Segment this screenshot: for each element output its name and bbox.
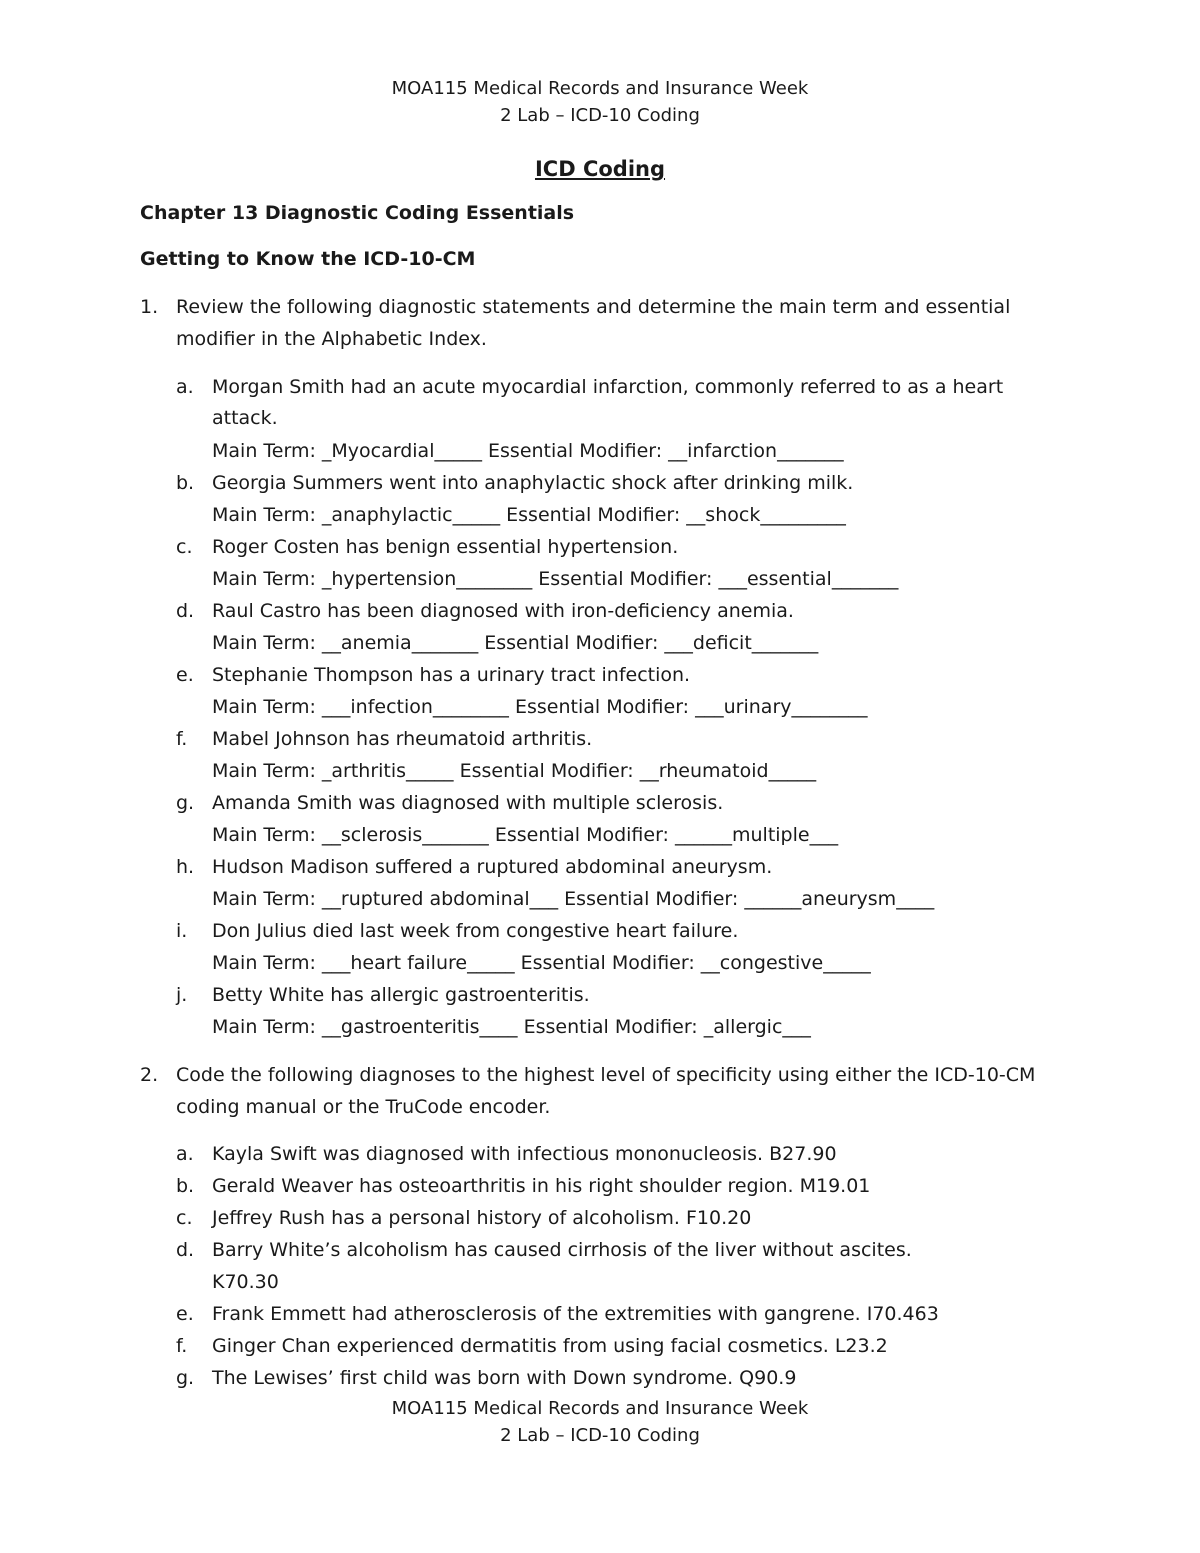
item-letter: c. — [176, 536, 193, 558]
section-heading: Getting to Know the ICD-10-CM — [140, 248, 476, 270]
item-statement: Raul Castro has been diagnosed with iron-deficiency anemia. — [212, 600, 794, 622]
item-statement: Georgia Summers went into anaphylactic shock after drinking milk. — [212, 472, 854, 494]
item-answer: Main Term: _hypertension________ Essential Modifier: ___essential_______ — [212, 568, 899, 590]
item-answer: Main Term: _arthritis_____ Essential Modifier: __rheumatoid_____ — [212, 760, 817, 782]
item-statement: Amanda Smith was diagnosed with multiple sclerosis. — [212, 792, 724, 814]
item-text: Ginger Chan experienced dermatitis from using facial cosmetics. L23.2 — [212, 1335, 888, 1357]
item-letter: d. — [176, 1239, 195, 1261]
question-text-line: coding manual or the TruCode encoder. — [176, 1096, 551, 1118]
item-statement: Roger Costen has benign essential hypertension. — [212, 536, 679, 558]
item-letter: e. — [176, 1303, 194, 1325]
item-answer: Main Term: ___heart failure_____ Essential Modifier: __congestive_____ — [212, 952, 871, 974]
item-letter: e. — [176, 664, 194, 686]
item-letter: b. — [176, 472, 195, 494]
item-answer: Main Term: __gastroenteritis____ Essential Modifier: _allergic___ — [212, 1016, 811, 1038]
item-letter: g. — [176, 1367, 195, 1389]
item-text: Barry White’s alcoholism has caused cirrhosis of the liver without ascites. — [212, 1239, 912, 1261]
item-statement: Don Julius died last week from congestive heart failure. — [212, 920, 739, 942]
item-letter: g. — [176, 792, 195, 814]
item-statement: Betty White has allergic gastroenteritis. — [212, 984, 590, 1006]
item-answer: Main Term: _anaphylactic_____ Essential Modifier: __shock_________ — [212, 504, 846, 526]
item-text: Kayla Swift was diagnosed with infectious mononucleosis. B27.90 — [212, 1143, 837, 1165]
item-letter: d. — [176, 600, 195, 622]
item-statement: Hudson Madison suffered a ruptured abdominal aneurysm. — [212, 856, 773, 878]
item-text: Gerald Weaver has osteoarthritis in his right shoulder region. M19.01 — [212, 1175, 871, 1197]
item-letter: a. — [176, 376, 194, 398]
page-title: ICD Coding — [534, 157, 666, 181]
item-answer: Main Term: ___infection________ Essential Modifier: ___urinary________ — [212, 696, 868, 718]
footer-line-1: MOA115 Medical Records and Insurance Week — [391, 1398, 809, 1419]
question-text-line: Review the following diagnostic statements and determine the main term and essential — [176, 296, 1011, 318]
item-text: The Lewises’ first child was born with Down syndrome. Q90.9 — [212, 1367, 797, 1389]
item-statement: Morgan Smith had an acute myocardial infarction, commonly referred to as a heart — [212, 376, 1004, 398]
footer-line-2: 2 Lab – ICD-10 Coding — [500, 1425, 700, 1446]
item-answer: Main Term: _Myocardial_____ Essential Modifier: __infarction_______ — [212, 440, 844, 462]
header-line-2: 2 Lab – ICD-10 Coding — [500, 105, 700, 126]
item-text: Jeffrey Rush has a personal history of alcoholism. F10.20 — [212, 1207, 752, 1229]
item-statement: Mabel Johnson has rheumatoid arthritis. — [212, 728, 593, 750]
question-text-line: Code the following diagnoses to the highest level of specificity using either the ICD-10-CM — [176, 1064, 1036, 1086]
item-answer: Main Term: __sclerosis_______ Essential Modifier: ______multiple___ — [212, 824, 839, 846]
question-text-line: modifier in the Alphabetic Index. — [176, 328, 487, 350]
item-statement: Stephanie Thompson has a urinary tract infection. — [212, 664, 691, 686]
question-number: 2. — [140, 1064, 159, 1086]
item-text: K70.30 — [212, 1271, 279, 1293]
item-letter: b. — [176, 1175, 195, 1197]
item-letter: h. — [176, 856, 195, 878]
item-letter: f. — [176, 1335, 188, 1357]
item-text: Frank Emmett had atherosclerosis of the extremities with gangrene. I70.463 — [212, 1303, 939, 1325]
header-line-1: MOA115 Medical Records and Insurance Week — [391, 78, 809, 99]
item-answer: Main Term: __anemia_______ Essential Modifier: ___deficit_______ — [212, 632, 819, 654]
item-letter: f. — [176, 728, 188, 750]
question-number: 1. — [140, 296, 159, 318]
item-letter: a. — [176, 1143, 194, 1165]
chapter-heading: Chapter 13 Diagnostic Coding Essentials — [140, 202, 575, 224]
item-answer: Main Term: __ruptured abdominal___ Essential Modifier: ______aneurysm____ — [212, 888, 935, 910]
item-statement: attack. — [212, 407, 278, 429]
item-letter: c. — [176, 1207, 193, 1229]
item-letter: i. — [176, 920, 188, 942]
item-letter: j. — [176, 984, 188, 1006]
